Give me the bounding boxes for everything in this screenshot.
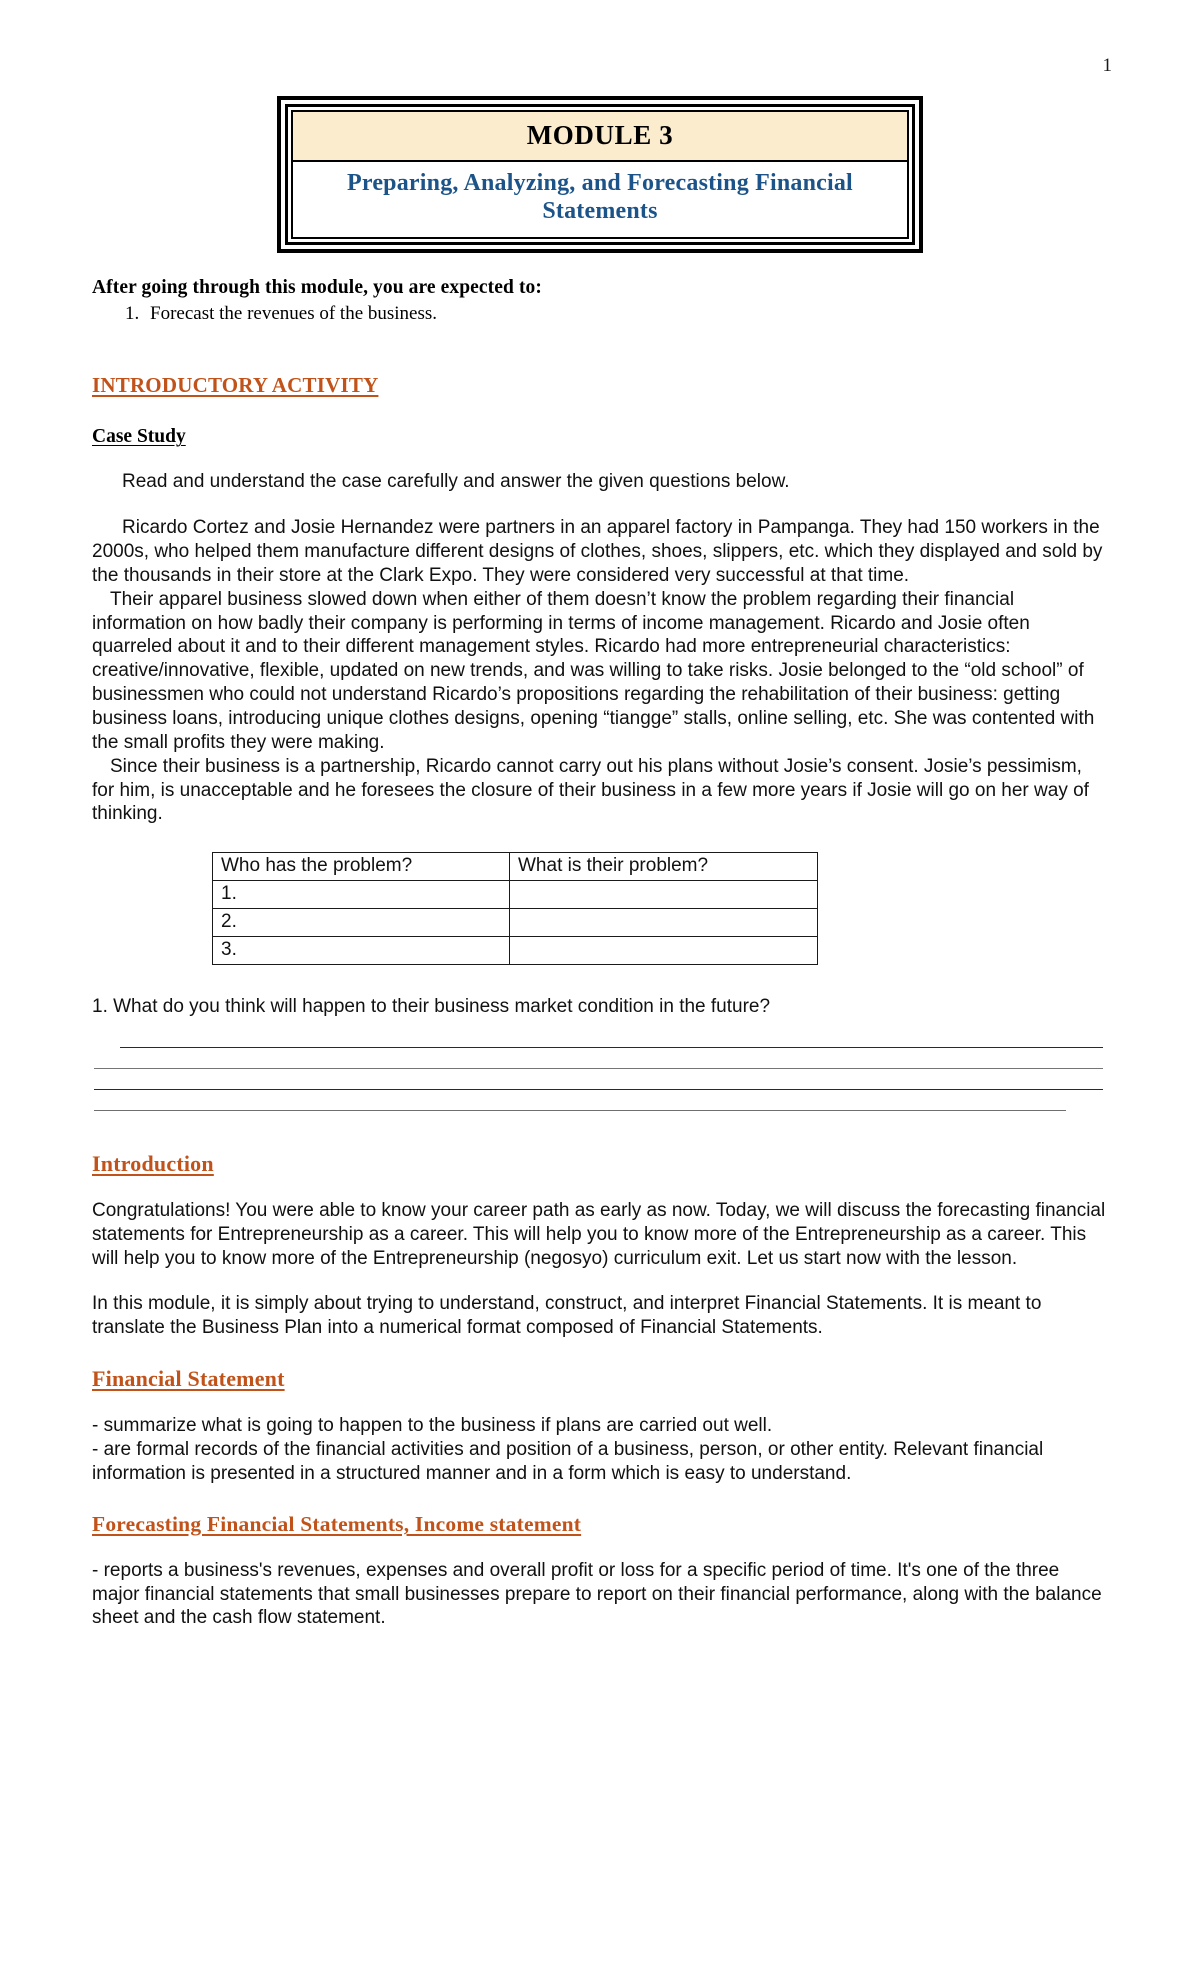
module-title-inner-border	[285, 104, 915, 245]
financial-statement-paragraph-2: - are formal records of the financial activities and position of a business, person, or other entity. Relevant financial information is presented in a structured manner and in a form which is easy to understand.	[92, 1439, 1044, 1484]
module-subtitle: Preparing, Analyzing, and Forecasting Financial Statements	[347, 170, 853, 225]
answer-line[interactable]	[94, 1069, 1103, 1090]
case-study-label: Case Study	[92, 426, 186, 448]
module-label: MODULE 3	[291, 110, 909, 162]
heading-financial-statement: Financial Statement	[92, 1366, 285, 1392]
case-study-paragraph-2: Their apparel business slowed down when either of them doesn’t know the problem regarding their financial information on how badly their company is performing in terms of income management. Ricardo and Josie often quarreled about it and to their different management styles. Ricardo had more entrepreneurial characteristics: creative/innovative, flexible, updated on new trends, and was willing to take risks. Josie belonged to the “old school” of businessmen who could not understand Ricardo’s propositions regarding the rehabilitation of their business: getting business loans, introducing unique clothes designs, opening “tiangge” stalls, online selling, etc. She was contented with the small profits they were making.	[92, 588, 1095, 753]
case-study-paragraph-3: Since their business is a partnership, Ricardo cannot carry out his plans without Josie’s consent. Josie’s pessimism, for him, is unacceptable and he foresees the closure of their business in a few more years if Josie will go on her way of thinking.	[92, 755, 1089, 825]
module-title-box	[277, 96, 923, 253]
spacer	[92, 1486, 1108, 1512]
problem-table-container	[212, 852, 1108, 965]
financial-statement-paragraph-1: - summarize what is going to happen to the business if plans are carried out well.	[92, 1415, 773, 1437]
case-study-paragraph-1: Ricardo Cortez and Josie Hernandez were partners in an apparel factory in Pampanga. They had 150 workers in the 2000s, who helped them manufacture different designs of clothes, shoes, slippers, etc. which they displayed and sold by the thousands in their store at the Clark Expo. They were considered very successful at that time.	[92, 517, 1103, 586]
table-cell-index-2: 2.	[213, 909, 510, 937]
table-cell-answer-1[interactable]	[510, 881, 818, 909]
objectives-section	[92, 277, 1108, 326]
spacer	[92, 1111, 1108, 1151]
table-header-row	[213, 853, 818, 881]
table-cell-answer-3[interactable]	[510, 937, 818, 965]
introduction-paragraph-2: In this module, it is simply about trying to understand, construct, and interpret Financial Statements. It is meant to translate the Business Plan into a numerical format composed of Financial Statements.	[92, 1293, 1042, 1339]
table-row[interactable]	[213, 909, 818, 937]
table-row[interactable]	[213, 937, 818, 965]
activity-question: 1. What do you think will happen to their business market condition in the future?	[92, 996, 771, 1018]
forecasting-paragraph-1: - reports a business's revenues, expenses and overall profit or loss for a specific period of time. It's one of the three major financial statements that small businesses prepare to report on their financial performance, along with the balance sheet and the cash flow statement.	[92, 1559, 1102, 1629]
objectives-list	[92, 302, 1108, 326]
answer-line[interactable]	[94, 1048, 1103, 1069]
answer-line[interactable]	[94, 1090, 1066, 1111]
objectives-heading: After going through this module, you are expected to:	[92, 276, 542, 298]
heading-introduction: Introduction	[92, 1150, 214, 1176]
module-subtitle-container	[291, 162, 909, 239]
table-header-who: Who has the problem?	[213, 853, 510, 881]
answer-line[interactable]	[120, 1027, 1103, 1048]
heading-introductory-activity: INTRODUCTORY ACTIVITY	[92, 373, 379, 398]
answer-lines-group	[92, 1027, 1108, 1111]
table-cell-index-3: 3.	[213, 937, 510, 965]
objective-item: 1. Forecast the revenues of the business.	[144, 302, 1108, 326]
case-study-instruction: Read and understand the case carefully and answer the given questions below.	[122, 471, 790, 493]
table-header-what: What is their problem?	[510, 853, 818, 881]
table-cell-answer-2[interactable]	[510, 909, 818, 937]
problem-table	[212, 852, 818, 965]
spacer	[92, 1340, 1108, 1366]
heading-forecasting-financial-statements: Forecasting Financial Statements, Income statement	[92, 1511, 582, 1536]
page-number: 1	[1102, 55, 1112, 76]
table-cell-index-1: 1.	[213, 881, 510, 909]
table-row[interactable]	[213, 881, 818, 909]
introduction-paragraph-1: Congratulations! You were able to know your career path as early as now. Today, we will discuss the forecasting financial statements for Entrepreneurship as a career. This will help you to know more of the Entrepreneurship as a career. This will help you to know more of the Entrepreneurship (negosyo) curriculum exit. Let us start now with the lesson.	[92, 1199, 1106, 1269]
